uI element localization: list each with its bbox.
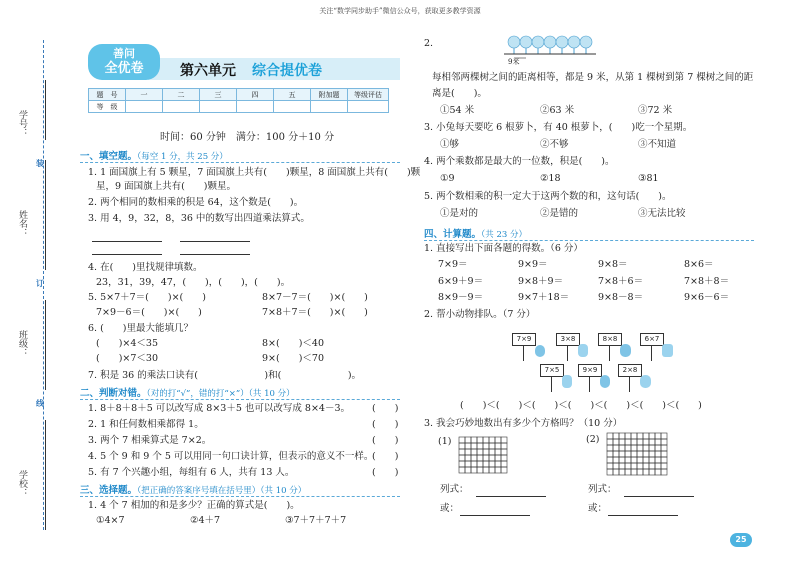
r-q3-opt-c[interactable]: ③不知道 [638,139,677,150]
calc-cell[interactable]: 9×6－6＝ [684,292,730,303]
score-header-7: 等级评估 [348,89,389,101]
score-header-1: 一 [126,89,163,101]
grid-square [489,437,495,443]
sign-label: 7×9 [512,333,536,346]
score-header-3: 三 [200,89,237,101]
grid-square [459,455,465,461]
top-note: 关注“数学同步助手”微信公众号，获取更多教学资源 [319,7,481,15]
score-header-5: 五 [274,89,311,101]
grid-square [607,433,613,439]
calc-cell[interactable]: 6×9＋9＝ [438,276,484,287]
grid-square [501,437,507,443]
calc-cell[interactable]: 7×9＝ [438,259,468,270]
name-field[interactable] [45,160,47,270]
grid-1-formula-label: 列式： [440,484,469,495]
judge-4: 4. 5 个 9 和 9 个 5 可以用同一句口诀计算，但表示的意义不一样。 [88,451,374,462]
grid-square [637,439,643,445]
grid-square [459,443,465,449]
calc-cell[interactable]: 8×6＝ [684,259,714,270]
grid-square [655,451,661,457]
grid-square [459,461,465,467]
r-q2-number: 2. [424,38,434,49]
grid-square [477,437,483,443]
grid-square [495,455,501,461]
grid-square [631,451,637,457]
grid-square [495,443,501,449]
calc-cell[interactable]: 9×8＋9＝ [518,276,564,287]
grid-square [625,463,631,469]
section-2-title: 二、判断对错。（对的打“√”，错的打“×”）（共 10 分） [80,388,295,399]
q7: 7. 积是 36 的乘法口诀有( )和( )。 [88,370,362,381]
grid-square [625,451,631,457]
grid-square [643,433,649,439]
squirrel-icon [562,375,572,388]
q4-sequence: 23，31，39，47，( )，( )，( )。 [96,277,291,288]
grid-square [661,463,667,469]
grid-2-label: (2) [586,434,600,445]
grid-square [619,469,625,475]
grid-square [637,469,643,475]
animal-sign [618,364,642,392]
sign-label: 7×5 [540,364,564,377]
grid-square [649,469,655,475]
grid-square [643,457,649,463]
r-q4-opt-c[interactable]: ③81 [638,173,659,184]
grid-square [613,457,619,463]
grid-square [625,457,631,463]
grid-square [471,461,477,467]
grid-square [613,463,619,469]
grid-square [607,451,613,457]
score-cell[interactable] [126,101,163,113]
grid-square [619,439,625,445]
grid-square [637,445,643,451]
grid-square [625,469,631,475]
animal-sign [540,364,564,392]
section-divider [80,399,400,400]
grid-square [619,457,625,463]
q6-d: 9×( )＜70 [262,353,325,364]
grid-square [649,445,655,451]
animal-sign [640,333,664,361]
r-q3-opt-a[interactable]: ①够 [440,139,460,150]
score-cell[interactable] [311,101,348,113]
score-header-2: 二 [163,89,200,101]
section-divider [424,240,754,241]
judge-5: 5. 有 7 个兴趣小组，每组有 6 人，共有 13 人。 [88,467,295,478]
deer-icon [662,344,673,357]
choice-1-opt-b[interactable]: ②4＋7 [190,515,221,526]
grid-square [465,449,471,455]
q1-line2: 星，9 面国旗上共有( )颗星。 [96,181,236,192]
r-q4-opt-b[interactable]: ②18 [540,173,561,184]
score-row-label: 等 级 [89,101,126,113]
grid-square [483,437,489,443]
side-school-label: 学校： [17,470,27,497]
animal-sign [512,333,536,361]
grid-square [501,467,507,473]
grid-square [465,467,471,473]
grid-square [619,433,625,439]
grid-square [483,449,489,455]
section-4-title: 四、计算题。（共 23 分） [424,229,527,240]
cut-mark-3: 线 [36,398,44,408]
r-q2-opt-a[interactable]: ①54 米 [440,105,475,116]
calc-cell[interactable]: 8×9－9＝ [438,292,484,303]
grid-square [607,439,613,445]
q5-d: 7×8＋7＝( )×( ) [262,307,368,318]
score-cell[interactable] [348,101,389,113]
judge-3: 3. 两个 7 相乘算式是 7×2。 [88,435,212,446]
grid-square [613,469,619,475]
sign-post [629,376,630,392]
q5-b: 8×7－7＝( )×( ) [262,292,368,303]
grid-square [483,443,489,449]
grid-square [477,461,483,467]
grid-figure-2 [606,432,670,480]
grid-square [495,449,501,455]
judge-1-bracket[interactable]: ( ) [372,403,399,414]
grid-square [477,443,483,449]
grid-1-formula-line[interactable] [476,496,546,497]
grid-1-label: (1) [438,436,452,447]
grid-square [501,449,507,455]
sort-answer-line[interactable]: ( )＜( )＜( )＜( )＜( )＜( )＜( ) [460,400,702,411]
grid-square [655,463,661,469]
grid-square [495,437,501,443]
grid-square [619,463,625,469]
q6: 6. ( )里最大能填几？ [88,323,193,334]
grid-square [483,467,489,473]
grid-square [625,433,631,439]
section-divider [80,496,400,497]
section-3-title: 三、选择题。（把正确的答案序号填在括号里）（共 10 分） [80,485,307,496]
grid-square [637,457,643,463]
bird-icon [535,345,545,357]
unit-title: 第六单元 [180,63,236,79]
r-q3-opt-b[interactable]: ②不够 [540,139,569,150]
sign-post [567,345,568,361]
choice-1: 1. 4 个 7 相加的和是多少？正确的算式是( )。 [88,500,300,511]
grid-square [637,463,643,469]
judge-3-bracket[interactable]: ( ) [372,435,399,446]
grid-square [625,445,631,451]
grid-square [655,439,661,445]
grid-square [465,437,471,443]
choice-1-opt-c[interactable]: ③7＋7＋7＋7 [285,515,347,526]
grid-square [631,469,637,475]
grid-1-or-label: 或： [440,503,460,514]
sign-label: 3×8 [556,333,580,346]
grid-square [631,457,637,463]
duck-icon [640,375,651,388]
grid-square [649,439,655,445]
grid-square [655,469,661,475]
grid-square [631,439,637,445]
page-number: 25 [730,533,752,547]
choice-1-opt-a[interactable]: ①4×7 [96,515,125,526]
q1-line1: 1. 1 面国旗上有 5 颗星，7 面国旗上共有( )颗星，8 面国旗上共有( )颗 [88,167,421,178]
grid-square [471,455,477,461]
calc-cell[interactable]: 7×8＋8＝ [684,276,730,287]
score-cell[interactable] [163,101,200,113]
animal-sign [556,333,580,361]
grid-square [459,437,465,443]
side-id-label: 学号： [17,110,27,137]
grid-square [661,469,667,475]
grid-square [465,455,471,461]
calc-cell[interactable]: 9×7＋18＝ [518,292,570,303]
section-1-title: 一、填空题。（每空 1 分，共 25 分） [80,151,228,162]
grid-square [489,443,495,449]
grid-square [477,455,483,461]
calc-cell[interactable]: 7×8＋6＝ [598,276,644,287]
grid-square [501,455,507,461]
score-header-4: 四 [237,89,274,101]
grid-square [637,451,643,457]
r-q2-line2: 离是( )。 [432,88,487,99]
r-q5-opt-b[interactable]: ②是错的 [540,208,579,219]
grid-square [471,467,477,473]
grid-square [643,469,649,475]
grid-square [607,469,613,475]
sign-post [651,345,652,361]
q5-a: 5. 5×7＋7＝( )×( ) [88,292,206,303]
judge-1: 1. 8＋8＋8＋5 可以改写成 8×3＋5 也可以改写成 8×4－3。 [88,403,351,414]
r-q5: 5. 两个数相乘的积一定大于这两个数的和，这句话( )。 [424,191,672,202]
rabbit-icon [578,344,588,357]
q6-c: ( )×7＜30 [96,353,159,364]
grid-square [649,451,655,457]
time-line: 时间：60 分钟 满分：100 分＋10 分 [160,132,335,143]
class-field[interactable] [45,300,47,390]
tree-distance-label: 9米 [508,58,520,66]
answer-line[interactable] [92,241,162,242]
score-cell[interactable] [237,101,274,113]
grid-square [631,445,637,451]
grid-square [619,445,625,451]
answer-line[interactable] [180,254,250,255]
side-name-label: 姓名： [17,210,27,237]
grid-square [607,463,613,469]
q3: 3. 用 4，9，32，8，36 中的数写出四道乘法算式。 [88,213,310,224]
sign-label: 9×9 [578,364,602,377]
grid-square [649,433,655,439]
grid-square [661,433,667,439]
r-q2-opt-c[interactable]: ③72 米 [638,105,673,116]
side-class-label: 班级： [17,330,27,357]
r-q3: 3. 小兔每天要吃 6 根萝卜，有 40 根萝卜，( )吃一个星期。 [424,122,693,133]
logo-line2: 全优卷 [104,61,144,76]
grid-figure-1 [458,436,512,476]
grid-square [655,457,661,463]
grid-1-or-line[interactable] [460,515,530,516]
cut-mark-1: 装 [36,158,44,168]
grid-square [489,449,495,455]
grid-square [459,467,465,473]
score-header-0: 题 号 [89,89,126,101]
grid-square [613,439,619,445]
grid-square [477,449,483,455]
grid-square [607,457,613,463]
grid-square [661,439,667,445]
grid-square [613,445,619,451]
sign-post [523,345,524,361]
animal-sign [598,333,622,361]
q5-c: 7×9－6＝( )×( ) [96,307,202,318]
grid-2-formula-line[interactable] [624,496,694,497]
grid-square [607,445,613,451]
grid-square [643,451,649,457]
score-table [88,88,389,113]
cut-mark-2: 订 [36,278,44,288]
answer-line[interactable] [180,241,250,242]
q2: 2. 两个相同的数相乘的积是 64，这个数是( )。 [88,197,304,208]
grid-square [483,461,489,467]
grid-square [495,461,501,467]
grid-square [661,457,667,463]
grid-square [619,451,625,457]
dog-icon [600,375,610,388]
judge-2: 2. 1 和任何数相乘都得 1。 [88,419,204,430]
r-q2-line1: 每相邻两棵树之间的距离相等，都是 9 米，从第 1 棵树到第 7 棵树之间的距 [432,72,754,83]
grid-square [631,433,637,439]
q4: 4. 在( )里找规律填数。 [88,262,203,273]
grid-square [465,461,471,467]
grid-square [625,439,631,445]
grid-square [471,437,477,443]
grid-square [495,467,501,473]
r-q4-opt-a[interactable]: ①9 [440,173,455,184]
grid-square [483,455,489,461]
grid-2-or-label: 或： [588,503,608,514]
grid-square [465,443,471,449]
calc-title: 1. 直接写出下面各题的得数。（6 分） [424,243,583,254]
grid-square [643,463,649,469]
r-q5-opt-a[interactable]: ①是对的 [440,208,479,219]
sign-label: 6×7 [640,333,664,346]
r-q5-opt-c[interactable]: ③无法比较 [638,208,686,219]
section-divider [80,162,400,163]
sort-title: 2. 帮小动物排队。（7 分） [424,309,536,320]
q6-b: 8×( )＜40 [262,338,325,349]
r-q4: 4. 两个乘数都是最大的一位数，积是( )。 [424,156,615,167]
grid-square [631,463,637,469]
judge-4-bracket[interactable]: ( ) [372,451,399,462]
grid-square [501,461,507,467]
sign-label: 8×8 [598,333,622,346]
grid-square [471,443,477,449]
school-field[interactable] [45,420,47,530]
grid-square [459,449,465,455]
grid-square [649,463,655,469]
grid-square [613,433,619,439]
grid-square [637,433,643,439]
judge-5-bracket[interactable]: ( ) [372,467,399,478]
sign-post [609,345,610,361]
grid-square [501,443,507,449]
grid-square [661,445,667,451]
grid-square [649,457,655,463]
grid-square [489,455,495,461]
grid-2-or-line[interactable] [608,515,678,516]
sign-post [551,376,552,392]
score-cell[interactable] [200,101,237,113]
grid-title: 3. 我会巧妙地数出有多少个方格吗？（10 分） [424,418,623,429]
answer-line[interactable] [92,254,162,255]
cat-icon [620,344,631,357]
calc-cell[interactable]: 9×8－8＝ [598,292,644,303]
grid-square [643,445,649,451]
sign-post [589,376,590,392]
animal-sign [578,364,602,392]
q6-a: ( )×4＜35 [96,338,159,349]
calc-cell[interactable]: 9×8＝ [598,259,628,270]
grid-square [489,461,495,467]
grid-square [655,433,661,439]
grid-square [471,449,477,455]
grid-square [613,451,619,457]
logo-line1: 善问 [113,47,135,60]
grid-square [661,451,667,457]
calc-cell[interactable]: 9×9＝ [518,259,548,270]
score-cell[interactable] [274,101,311,113]
logo [88,44,160,80]
grid-square [477,467,483,473]
judge-2-bracket[interactable]: ( ) [372,419,399,430]
score-header-6: 附加题 [311,89,348,101]
sign-label: 2×8 [618,364,642,377]
grid-square [643,439,649,445]
r-q2-opt-b[interactable]: ②63 米 [540,105,575,116]
grid-square [489,467,495,473]
unit-subtitle: 综合提优卷 [252,63,322,79]
id-field[interactable] [45,80,47,140]
grid-square [655,445,661,451]
grid-2-formula-label: 列式： [588,484,617,495]
